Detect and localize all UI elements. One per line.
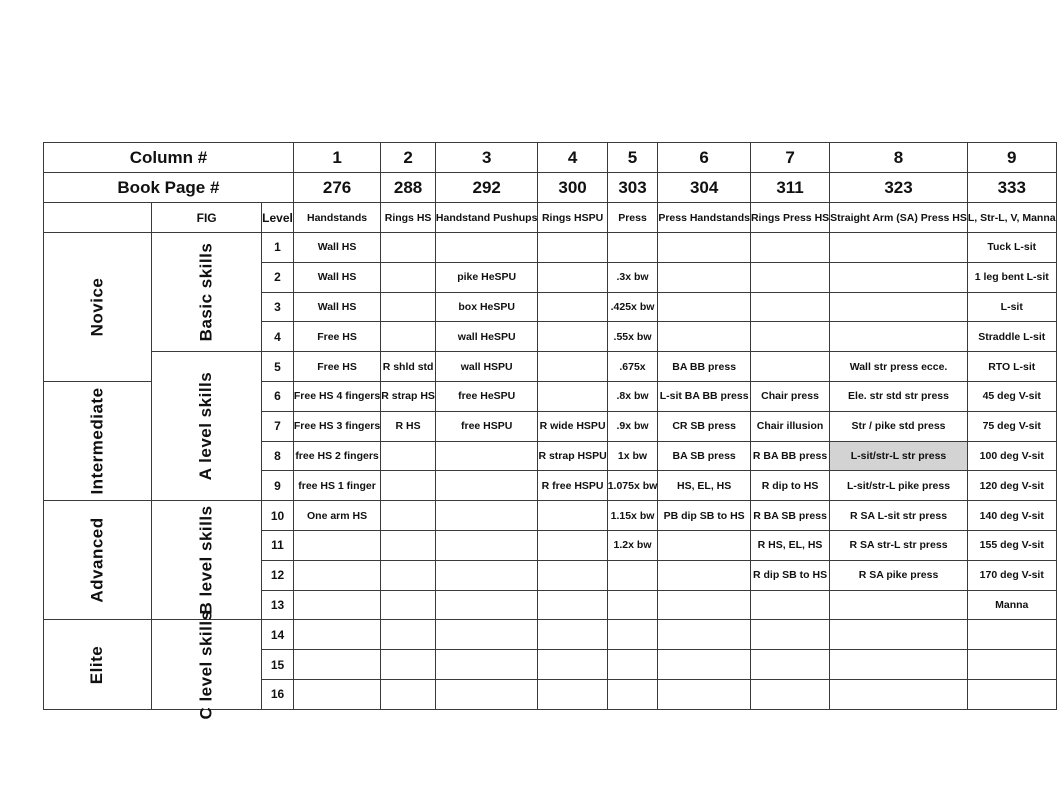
- table-cell: .425x bw: [607, 292, 658, 322]
- table-cell: box HeSPU: [435, 292, 538, 322]
- group-advanced: [44, 501, 152, 620]
- table-cell: [750, 233, 829, 263]
- table-cell: [293, 620, 380, 650]
- table-cell: [830, 679, 968, 709]
- table-cell: R SA pike press: [830, 560, 968, 590]
- table-cell: PB dip SB to HS: [658, 501, 751, 531]
- table-cell: 1.15x bw: [607, 501, 658, 531]
- table-cell: [750, 322, 829, 352]
- table-cell: [967, 679, 1056, 709]
- table-cell: [293, 650, 380, 680]
- table-cell: 1 leg bent L-sit: [967, 262, 1056, 292]
- table-cell: [381, 471, 436, 501]
- table-cell: [658, 322, 751, 352]
- table-cell: free HS 2 fingers: [293, 441, 380, 471]
- table-cell: .3x bw: [607, 262, 658, 292]
- table-cell: [293, 590, 380, 620]
- table-cell: [435, 471, 538, 501]
- book-page-label: Book Page #: [44, 173, 294, 203]
- table-cell: [750, 292, 829, 322]
- level-number: 15: [262, 650, 294, 680]
- table-cell: [293, 560, 380, 590]
- band-a-level-skills: [152, 352, 262, 501]
- group-label: Novice: [87, 277, 107, 337]
- skills-table: [43, 142, 1057, 720]
- group-label: Intermediate: [87, 387, 107, 495]
- level-number: 8: [262, 441, 294, 471]
- table-cell: Wall HS: [293, 262, 380, 292]
- table-cell: R dip SB to HS: [750, 560, 829, 590]
- level-number: 1: [262, 233, 294, 263]
- level-number: 7: [262, 411, 294, 441]
- table-cell: [750, 620, 829, 650]
- table-cell: [750, 650, 829, 680]
- column-number-label: Column #: [44, 143, 294, 173]
- table-cell: [435, 530, 538, 560]
- table-cell: R strap HSPU: [538, 441, 607, 471]
- table-cell: R free HSPU: [538, 471, 607, 501]
- group-label: Advanced: [87, 517, 107, 603]
- table-cell: [435, 501, 538, 531]
- table-cell: [293, 679, 380, 709]
- table-cell: [607, 679, 658, 709]
- table-cell: CR SB press: [658, 411, 751, 441]
- table-cell: .55x bw: [607, 322, 658, 352]
- table-cell: .675x: [607, 352, 658, 382]
- table-cell: 100 deg V-sit: [967, 441, 1056, 471]
- table-cell: 1x bw: [607, 441, 658, 471]
- book-page-row: [44, 173, 1057, 203]
- table-cell: R shld std: [381, 352, 436, 382]
- column-number: 3: [435, 143, 538, 173]
- table-cell: [538, 352, 607, 382]
- table-cell: [658, 292, 751, 322]
- table-cell: [538, 233, 607, 263]
- table-row: [44, 233, 1057, 263]
- table-cell: [538, 650, 607, 680]
- table-cell: [381, 590, 436, 620]
- table-cell: L-sit: [967, 292, 1056, 322]
- level-number: 5: [262, 352, 294, 382]
- table-cell: [435, 590, 538, 620]
- highlighted-cell: L-sit/str-L str press: [830, 441, 968, 471]
- band-basic-skills: [152, 233, 262, 352]
- fig-label: FIG: [152, 203, 262, 233]
- table-cell: Free HS 4 fingers: [293, 381, 380, 411]
- table-cell: Wall str press ecce.: [830, 352, 968, 382]
- level-number: 6: [262, 381, 294, 411]
- table-cell: Wall HS: [293, 292, 380, 322]
- table-cell: L-sit/str-L pike press: [830, 471, 968, 501]
- table-cell: Free HS: [293, 352, 380, 382]
- table-cell: HS, EL, HS: [658, 471, 751, 501]
- table-cell: [830, 650, 968, 680]
- book-page-number: 276: [293, 173, 380, 203]
- column-name: Handstands: [293, 203, 380, 233]
- column-name-row: [44, 203, 1057, 233]
- group-novice: [44, 233, 152, 382]
- column-number: 9: [967, 143, 1056, 173]
- table-cell: RTO L-sit: [967, 352, 1056, 382]
- book-page-number: 311: [750, 173, 829, 203]
- table-cell: Free HS: [293, 322, 380, 352]
- table-cell: [381, 233, 436, 263]
- book-page-number: 288: [381, 173, 436, 203]
- table-cell: 1.2x bw: [607, 530, 658, 560]
- table-cell: R BA SB press: [750, 501, 829, 531]
- table-row: [44, 501, 1057, 531]
- table-cell: R wide HSPU: [538, 411, 607, 441]
- table-cell: [435, 233, 538, 263]
- table-cell: [830, 292, 968, 322]
- book-page-number: 303: [607, 173, 658, 203]
- band-c-level-skills: [152, 610, 262, 720]
- group-intermediate: [44, 381, 152, 500]
- table-cell: 75 deg V-sit: [967, 411, 1056, 441]
- table-cell: L-sit BA BB press: [658, 381, 751, 411]
- table-cell: Free HS 3 fingers: [293, 411, 380, 441]
- column-name: Handstand Pushups: [435, 203, 538, 233]
- column-name: Press Handstands: [658, 203, 751, 233]
- table-cell: [381, 441, 436, 471]
- table-cell: [658, 590, 751, 620]
- group-elite: [44, 620, 152, 709]
- column-number: 5: [607, 143, 658, 173]
- level-number: 2: [262, 262, 294, 292]
- table-cell: [658, 530, 751, 560]
- table-cell: BA SB press: [658, 441, 751, 471]
- column-number: 8: [830, 143, 968, 173]
- table-cell: [538, 322, 607, 352]
- table-cell: [658, 620, 751, 650]
- table-row: [44, 352, 1057, 382]
- level-number: 10: [262, 501, 294, 531]
- table-cell: One arm HS: [293, 501, 380, 531]
- table-cell: Tuck L-sit: [967, 233, 1056, 263]
- table-cell: [830, 322, 968, 352]
- column-number: 2: [381, 143, 436, 173]
- table-cell: [658, 650, 751, 680]
- table-cell: R strap HS: [381, 381, 436, 411]
- table-cell: [381, 560, 436, 590]
- table-cell: [538, 530, 607, 560]
- table-cell: [293, 530, 380, 560]
- table-cell: [750, 590, 829, 620]
- table-cell: [435, 441, 538, 471]
- table-cell: [538, 679, 607, 709]
- column-number: 7: [750, 143, 829, 173]
- band-label: C level skills: [196, 610, 216, 720]
- table-cell: [750, 352, 829, 382]
- group-label: Elite: [87, 645, 107, 684]
- table-cell: 170 deg V-sit: [967, 560, 1056, 590]
- table-cell: Chair press: [750, 381, 829, 411]
- table-cell: [658, 560, 751, 590]
- band-label: A level skills: [196, 371, 216, 481]
- table-cell: [538, 501, 607, 531]
- table-cell: [607, 650, 658, 680]
- table-cell: [658, 679, 751, 709]
- table-cell: Str / pike std press: [830, 411, 968, 441]
- table-cell: 155 deg V-sit: [967, 530, 1056, 560]
- book-page-number: 323: [830, 173, 968, 203]
- level-number: 14: [262, 620, 294, 650]
- table-cell: [750, 679, 829, 709]
- level-number: 16: [262, 679, 294, 709]
- book-page-number: 292: [435, 173, 538, 203]
- table-cell: [750, 262, 829, 292]
- level-number: 12: [262, 560, 294, 590]
- level-label: Level: [262, 203, 294, 233]
- level-number: 3: [262, 292, 294, 322]
- table-cell: wall HeSPU: [435, 322, 538, 352]
- column-number: 6: [658, 143, 751, 173]
- column-number-row: [44, 143, 1057, 173]
- column-name: Rings HSPU: [538, 203, 607, 233]
- table-cell: [538, 620, 607, 650]
- table-cell: [435, 679, 538, 709]
- table-cell: BA BB press: [658, 352, 751, 382]
- column-name: Press: [607, 203, 658, 233]
- table-cell: [381, 650, 436, 680]
- table-cell: 140 deg V-sit: [967, 501, 1056, 531]
- table-cell: 1.075x bw: [607, 471, 658, 501]
- table-cell: free HeSPU: [435, 381, 538, 411]
- table-cell: [381, 679, 436, 709]
- column-number: 1: [293, 143, 380, 173]
- table-cell: [538, 590, 607, 620]
- book-page-number: 300: [538, 173, 607, 203]
- table-cell: Chair illusion: [750, 411, 829, 441]
- band-label: Basic skills: [196, 242, 216, 342]
- table-row: [44, 620, 1057, 650]
- table-cell: [830, 590, 968, 620]
- column-name: Rings HS: [381, 203, 436, 233]
- table-cell: [435, 650, 538, 680]
- column-number: 4: [538, 143, 607, 173]
- table-cell: [607, 620, 658, 650]
- table-cell: pike HeSPU: [435, 262, 538, 292]
- table-cell: R BA BB press: [750, 441, 829, 471]
- table-cell: free HSPU: [435, 411, 538, 441]
- table-cell: R SA str-L str press: [830, 530, 968, 560]
- table-cell: [830, 262, 968, 292]
- table-cell: [381, 322, 436, 352]
- table-cell: .8x bw: [607, 381, 658, 411]
- table-cell: R HS: [381, 411, 436, 441]
- table-cell: [538, 560, 607, 590]
- table-cell: R HS, EL, HS: [750, 530, 829, 560]
- band-label: B level skills: [196, 505, 216, 615]
- table-cell: [607, 590, 658, 620]
- book-page-number: 304: [658, 173, 751, 203]
- table-cell: [967, 620, 1056, 650]
- table-cell: [538, 262, 607, 292]
- table-cell: [435, 560, 538, 590]
- table-cell: [435, 620, 538, 650]
- table-cell: [607, 560, 658, 590]
- table-cell: [381, 262, 436, 292]
- column-name: L, Str-L, V, Manna: [967, 203, 1056, 233]
- column-name: Straight Arm (SA) Press HS: [830, 203, 968, 233]
- table-cell: [967, 650, 1056, 680]
- level-number: 13: [262, 590, 294, 620]
- table-cell: 120 deg V-sit: [967, 471, 1056, 501]
- table-cell: Ele. str std str press: [830, 381, 968, 411]
- table-cell: R SA L-sit str press: [830, 501, 968, 531]
- table-cell: [381, 530, 436, 560]
- book-page-number: 333: [967, 173, 1056, 203]
- table-cell: Manna: [967, 590, 1056, 620]
- table-cell: R dip to HS: [750, 471, 829, 501]
- table-cell: [538, 381, 607, 411]
- table-cell: [658, 262, 751, 292]
- table-cell: [381, 501, 436, 531]
- table-cell: Straddle L-sit: [967, 322, 1056, 352]
- table-cell: [381, 292, 436, 322]
- table-cell: [607, 233, 658, 263]
- table-cell: [381, 620, 436, 650]
- table-cell: .9x bw: [607, 411, 658, 441]
- table-cell: [658, 233, 751, 263]
- table-cell: [538, 292, 607, 322]
- column-name: Rings Press HS: [750, 203, 829, 233]
- table-cell: 45 deg V-sit: [967, 381, 1056, 411]
- level-number: 11: [262, 530, 294, 560]
- level-number: 9: [262, 471, 294, 501]
- band-b-level-skills: [152, 501, 262, 620]
- table-cell: free HS 1 finger: [293, 471, 380, 501]
- blank-header-cell: [44, 203, 152, 233]
- table-cell: wall HSPU: [435, 352, 538, 382]
- level-number: 4: [262, 322, 294, 352]
- table-cell: [830, 620, 968, 650]
- table-cell: Wall HS: [293, 233, 380, 263]
- table-cell: [830, 233, 968, 263]
